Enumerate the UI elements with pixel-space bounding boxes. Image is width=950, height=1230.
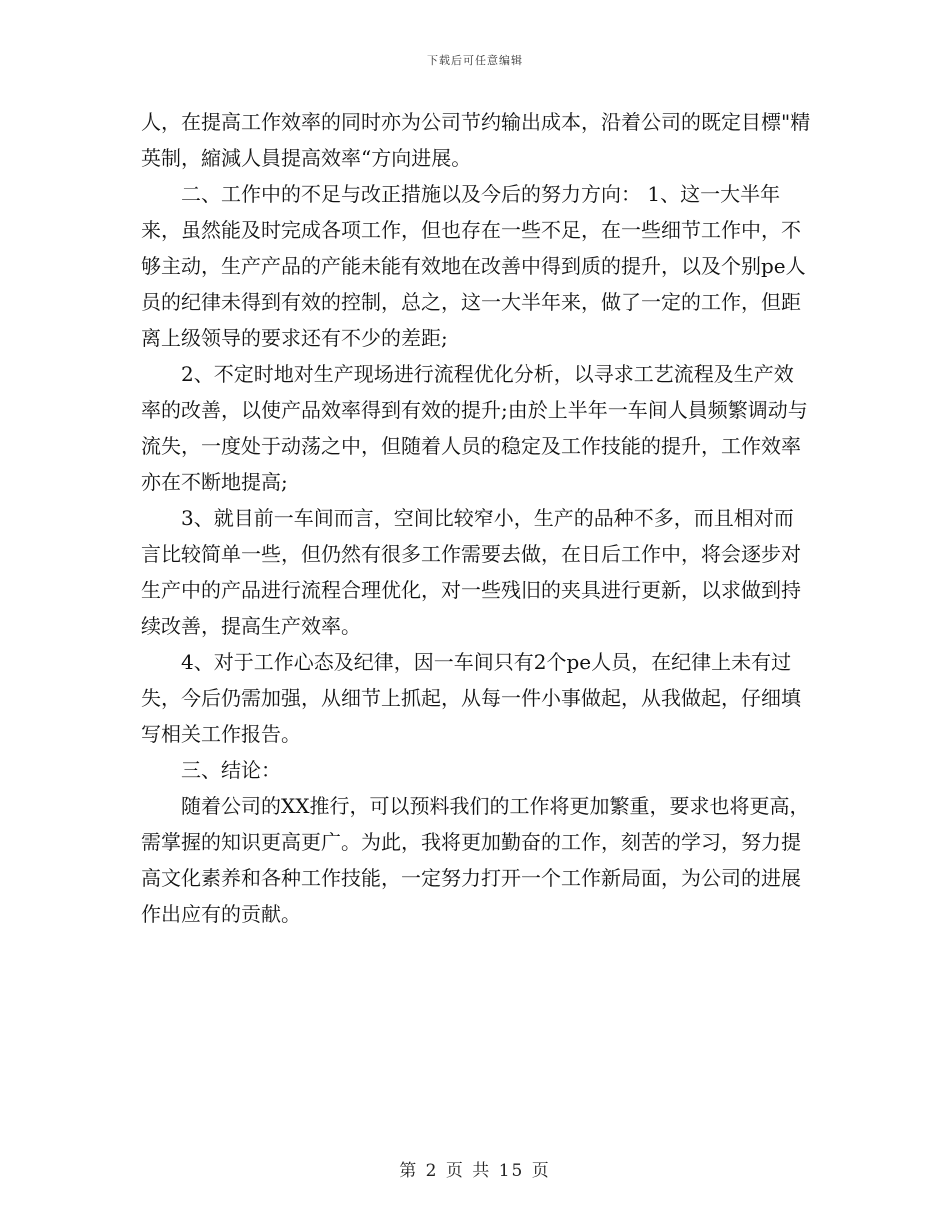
paragraph-shortcomings: 二、工作中的不足与改正措施以及今后的努力方向： 1、这一大半年来，虽然能及时完成各项工作，但也存在一些不足，在一些细节工作中，不够主动，生产产品的产能未能有效地在改善中得到质的提升，以及个别pe人员的纪律未得到有效的控制，总之，这一大半年来，做了一定的工作，但距离上级领导的要求还有不少的差距; (141, 182, 806, 350)
section-heading-conclusion: 三、结论： (181, 758, 281, 782)
paragraph-continuation: 人，在提高工作效率的同时亦为公司节约输出成本，沿着公司的既定目標"精英制，縮減人員提高效率“方向进展。 (141, 110, 811, 170)
paragraph-conclusion: 随着公司的XX推行，可以预料我们的工作将更加繁重，要求也将更高，需掌握的知识更高更广。为此，我将更加勤奋的工作，刻苦的学习，努力提高文化素养和各种工作技能，一定努力打开一个工作新局面，为公司的进展作出应有的贡献。 (141, 794, 810, 926)
paragraph-item-3: 3、就目前一车间而言，空间比较窄小，生产的品种不多，而且相对而言比较简单一些，但仍然有很多工作需要去做，在日后工作中，将会逐步对生产中的产品进行流程合理优化，对一些残旧的夹具进行更新，以求做到持续改善，提高生产效率。 (141, 506, 801, 638)
paragraph-item-4: 4、对于工作心态及纪律，因一车间只有2个pe人员，在纪律上未有过失，今后仍需加强，从细节上抓起，从每一件小事做起，从我做起，仔细填写相关工作报告。 (141, 650, 801, 746)
document-body (141, 104, 813, 932)
page-header: 下载后可任意编辑 (427, 54, 523, 67)
page-number-footer: 第 2 页 共 15 页 (399, 1161, 551, 1181)
paragraph-item-2: 2、不定时地对生产现场进行流程优化分析，以寻求工艺流程及生产效率的改善，以使产品效率得到有效的提升;由於上半年一车间人員频繁调动与流失，一度处于动荡之中，但随着人员的稳定及工作技能的提升，工作效率亦在不断地提高; (141, 362, 808, 494)
